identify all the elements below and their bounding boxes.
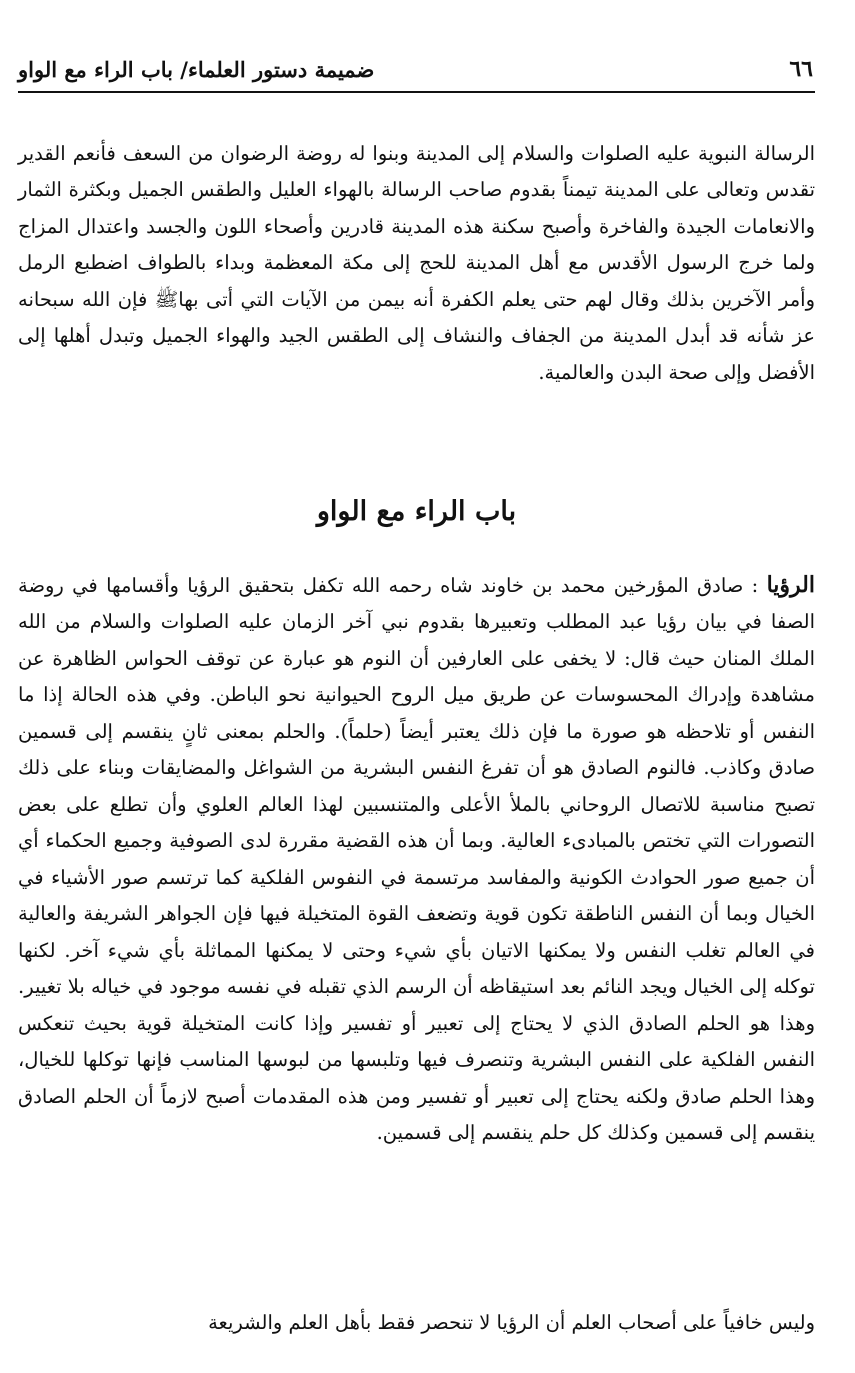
entry-term: الرؤيا: [766, 571, 815, 598]
running-title: ضميمة دستور العلماء/ باب الراء مع الواو: [18, 56, 375, 82]
paragraph-2-body: : صادق المؤرخين محمد بن خاوند شاه رحمه الله تكفل بتحقيق الرؤيا وأقسامها في روضة الصفا في بيان رؤيا عبد المطلب وتعبيرها بقدوم نبي آخر الزمان عليه الصلوات والسلام من الله الملك المنان حيث قال: لا يخفى على العارفين أن النوم هو عبارة عن توقف الحواس الظاهرة عن مشاهدة وإدراك المحسوسات عن طريق ميل الروح الحيوانية نحو الباطن. وفي هذه الحالة إذا ما النفس أو تلاحظه هو صورة ما فإن ذلك يعتبر أيضاً (حلماً). والحلم بمعنى ثانٍ ينقسم إلى قسمين صادق وكاذب. فالنوم الصادق هو أن تفرغ النفس البشرية من الشواغل والمضايقات وبناء على ذلك تصبح مناسبة للاتصال الروحاني بالملأ الأعلى والمتنسبين لهذا العالم العلوي وأن تطلع على بعض التصورات التي تختص بالمبادىء العالية. وبما أن هذه القضية مقررة لدى الصوفية وجميع الحكماء أي أن جميع صور الحوادث الكونية والمفاسد مرتسمة في النفوس الفلكية كما ترتسم صور الأشياء في الخيال وبما أن النفس الناطقة تكون قوية وتضعف القوة المتخيلة فيها فإن الجواهر الشريفة والعالية في العالم تغلب النفس ولا يمكنها الاتيان بأي شيء وحتى لا يمكنها المماثلة بأي شيء آخر. لكنها توكله إلى الخيال ويجد النائم بعد استيقاظه أن الرسم الذي تقبله في نفسه موجود في خياله بلا تغيير. وهذا هو الحلم الصادق الذي لا يحتاج إلى تعبير أو تفسير وإذا كانت المتخيلة قوية بحيث تنعكس النفس الفلكية على النفس البشرية وتنصرف فيها وتلبسها من لبوسها المناسب فإنها توكلها للخيال، وهذا الحلم صادق ولكنه يحتاج إلى تعبير أو تفسير ومن هذه المقدمات أصبح لازماً أن الحلم الصادق ينقسم إلى قسمين وكذلك كل حلم ينقسم إلى قسمين.: [18, 573, 815, 1144]
page-number: ٦٦: [789, 56, 813, 82]
header-rule: [18, 91, 815, 93]
paragraph-1: الرسالة النبوية عليه الصلوات والسلام إلى المدينة وبنوا له روضة الرضوان من السعف فأنعم القدير تقدس وتعالى على المدينة تيمناً بقدوم صاحب الرسالة بالهواء العليل والطقس الجميل وبكثرة الثمار والانعامات الجيدة والفاخرة وأصبح سكنة هذه المدينة قادرين وأصحاء اللون والجسد واعتدال المزاج ولما خرج الرسول الأقدس مع أهل المدينة للحج إلى مكة المعظمة وبداء بالطواف اضطبع الرمل وأمر الآخرين بذلك وقال لهم حتى يعلم الكفرة أنه بيمن من الآيات التي أتى بهاﷺ فإن الله سبحانه عز شأنه قد أبدل المدينة من الجفاف والنشاف إلى الطقس الجيد والهواء الجميل وتبدل أهلها إلى الأفضل وإلى صحة البدن والعالمية.: [18, 141, 815, 384]
chapter-title: باب الراء مع الواو: [316, 496, 517, 528]
page-header: [18, 52, 813, 86]
paragraph-2: [18, 567, 815, 1152]
paragraph-3: وليس خافياً على أصحاب العلم أن الرؤيا لا تنحصر فقط بأهل العلم والشريعة: [208, 1310, 815, 1334]
